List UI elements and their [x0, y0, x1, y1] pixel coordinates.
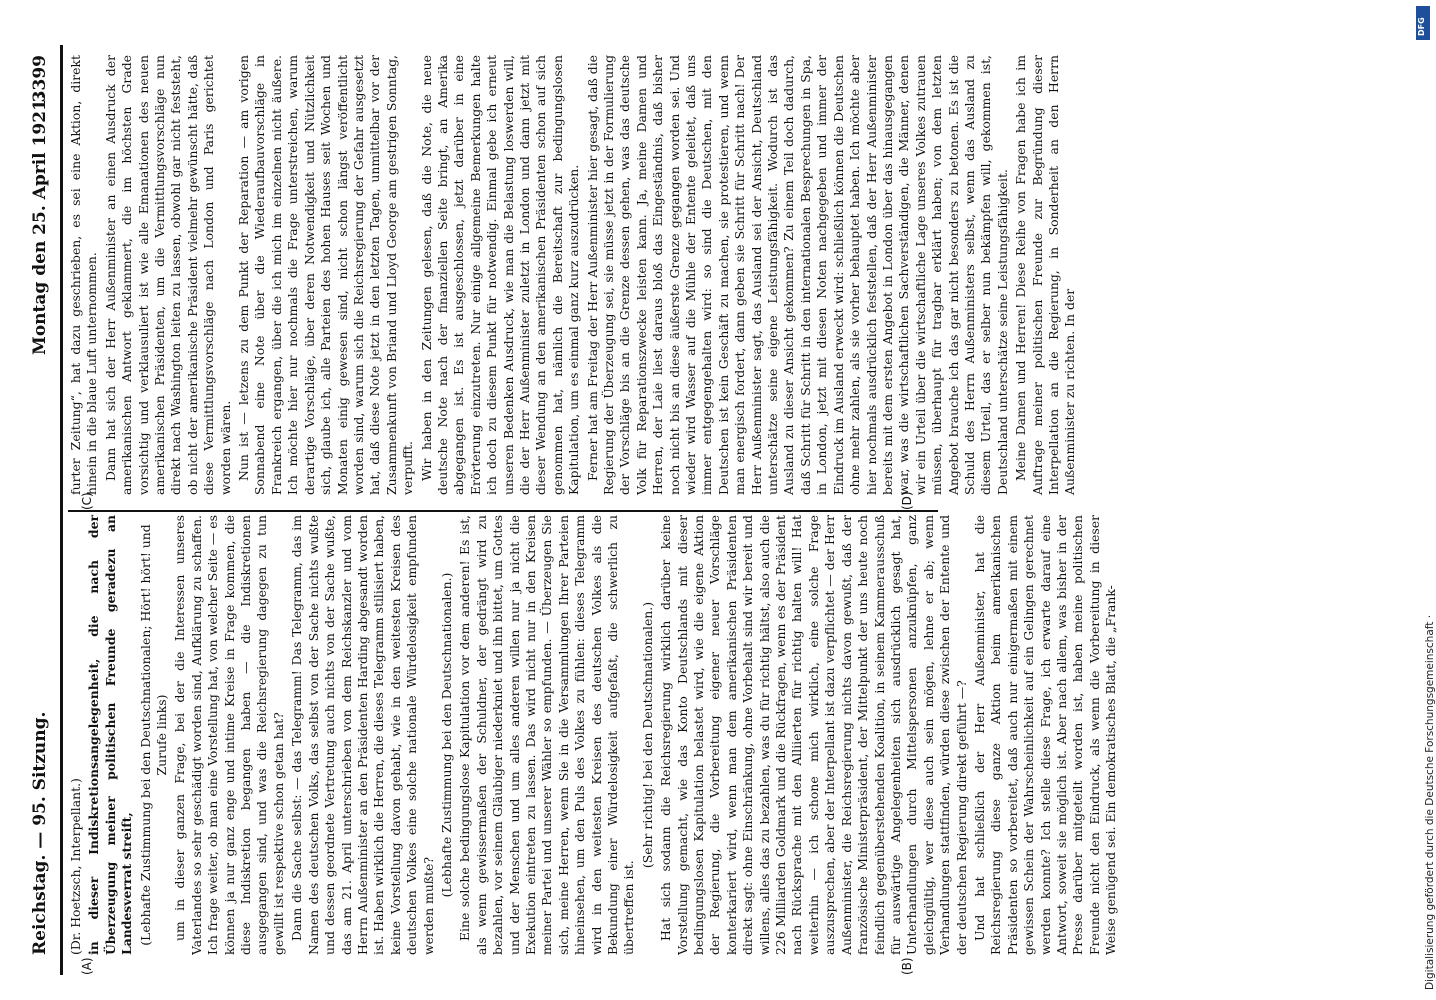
margin-mark-b: (B) — [900, 957, 914, 975]
digitization-credit — [1400, 5, 1436, 995]
dfg-logo-text: DFG — [1417, 17, 1426, 36]
paragraph: in dieser Indiskretionsangelegenheit, die nach der Überzeugung meiner politischen Freunde geradezu an Landesverrat streift, — [86, 515, 135, 955]
speaker-note: (Dr. Hoetzsch, Interpellant.) — [68, 778, 83, 955]
paragraph: Nun ist — letzens zu dem Punkt der Reparation — am vorigen Sonnabend eine Note über die Wiederaufbauvorschläge in Frankreich ergangen, über die ich mich im einzelnen nicht äußere. Ich möchte hier nur nochmals die Frage unterstreichen, warum derartige Vorschläge, über deren Notwendigkeit und Nützlichkeit sich, glaube ich, alle Parteien des hohen Hauses seit Wochen und Monaten einig gewesen sind, nicht schon längst veröffentlicht worden sind, warum sich die Reichsregierung der Gefahr ausgesetzt hat, daß diese Note jetzt in den letzten Tagen, unmittelbar vor der Zusammenkunft von Briand und Lloyd George am gestrigen Sonntag, verpufft. — [236, 55, 416, 495]
paragraph: Eine solche bedingungslose Kapitulation vor dem anderen! Es ist, als wenn gewissermaßen der Schuldner, der gedrängt wird zu bezahlen, vor seinem Gläubiger niederkniet und ihn bittet, um Gottes und der Menschen und um alles anderen willen nur ja nicht die Exekution eintreten zu lassen. Das wird nicht nur in den Kreisen meiner Partei und unserer Wähler so empfunden. — Überzeugen Sie sich, meine Herren, wenn Sie in die Versammlungen Ihrer Parteien hineinsehen, um den Puls des Volkes zu fühlen: dieses Telegramm wird in den weitesten Kreisen des deutschen Volkes als die Bekundung einer Würdelosigkeit aufgefaßt, die schwerlich zu übertreffen ist. — [457, 515, 637, 955]
credit-text: Digitalisierung gefördert durch die Deutsche Forschungsgemeinschaft · — [1424, 614, 1436, 990]
dfg-logo — [1416, 6, 1430, 40]
interjection: (Lebhafte Zustimmung bei den Deutschnationalen.) — [438, 572, 454, 898]
column-divider — [68, 510, 938, 512]
paragraph: Und hat schließlich der Herr Außenminister, hat die Reichsregierung diese ganze Aktion beim amerikanischen Präsidenten so vorbereitet, daß auch nur einigermaßen mit einem gewissen Schein der Wahrscheinlichkeit auf ein Gelingen gerechnet werden konnte? Ich stelle diese Frage, ich erwarte darauf eine Antwort, soweit sie möglich ist. Aber nach allem, was bisher in der Presse darüber mitgeteilt worden ist, haben meine politischen Freunde nicht den Eindruck, als wenn die Vorbereitung in dieser Weise genügend sei. Ein demokratisches Blatt, die „Frank- — [971, 515, 1119, 955]
interjection: (Sehr richtig! bei den Deutschnationalen.) — [639, 601, 655, 869]
paragraph: furter Zeitung“, hat dazu geschrieben, es sei eine Aktion, direkt hinein in die blaue Luft unternommen. — [68, 55, 100, 495]
left-column — [68, 515, 1119, 955]
right-column — [68, 55, 1078, 495]
paragraph: Hat sich sodann die Reichsregierung wirklich darüber keine Vorstellung gemacht, wie das Konto Deutschlands mit dieser bedingungslosen Kapitulation belastet wird, wie die eigene Aktion der Regierung, die Vorbereitung eigener neuer Vorschläge konterkariert wird, wenn man dem amerikanischen Präsidenten direkt sagt: ohne Einschränkung, ohne Vorbehalt sind wir bereit und willens, alles das zu bezahlen, was du für richtig hältst, also auch die 226 Milliarden Goldmark und die Rückfragen, wenn es der Präsident nach Rücksprache mit den Alliierten für richtig halten will! Hat weiterhin — ich schone mich wirklich, eine solche Frage auszusprechen, aber der Interpellant ist dazu verpflichtet — der Herr Außenminister, die Reichsregierung nichts davon gewußt, daß der französische Ministerpräsident, der Mittelpunkt der uns heute noch feindlich gegenüberstehenden Koalition, in seinem Kammerausschuß für auswärtige Angelegenheiten sich ausdrücklich gesagt hat, Unterhandlungen durch Mittelspersonen anzuknüpfen, ganz gleichgültig, wer diese auch sein mögen, lehne er ab; wenn Verhandlungen stattfinden, würden diese zwischen der Entente und der deutschen Regierung direkt geführt —? — [658, 515, 969, 955]
header-date: Montag den 25. April 1921. — [30, 93, 50, 355]
paragraph: Dann hat sich der Herr Außenminister an einen Ausdruck der amerikanischen Antwort geklammert, die im höchsten Grade vorsichtig und verklausuliert ist wie alle Emanationen des neuen amerikanischen Präsidenten, um die Vermittlungsvorschläge nun direkt nach Washington leiten zu lassen, obwohl gar nicht feststeht, ob nicht der amerikanische Präsident vielmehr gewünscht hätte, daß diese Vermittlungsvorschläge nach London und Paris gerichtet worden wären. — [102, 55, 233, 495]
paragraph: Ferner hat am Freitag der Herr Außenminister hier gesagt, daß die Regierung der Überzeugung sei, sie müsse jetzt in der Formulierung der Vorschläge bis an die Grenze dessen gehen, was das deutsche Volk für Reparationszwecke leisten kann. Ja, meine Damen und Herren, der Laie liest daraus bloß das Eingeständnis, daß bisher noch nicht bis an diese äußerste Grenze gegangen worden sei. Und wieder wird Wasser auf die Mühle der Entente geleitet, daß uns immer entgegengehalten wird: so sind die Deutschen, mit den Deutschen ist kein Geschäft zu machen, sie protestieren, und wenn man energisch fordert, dann geben sie Schritt für Schritt nach! Der Herr Außenminister sagt, das Ausland sei der Ansicht, Deutschland unterschätze seine eigene Leistungsfähigkeit. Wodurch ist das Ausland zu dieser Ansicht gekommen? Zu einem Teil doch dadurch, daß Schritt für Schritt in den internationalen Besprechungen in Spa, in London, jetzt mit diesen Noten nachgegeben und immer der Eindruck im Ausland erweckt wird: schließlich können die Deutschen ohne mehr zahlen, als sie vorher behauptet haben. Ich möchte aber hier nochmals ausdrücklich feststellen, daß der Herr Außenminister bereits mit dem ersten Angebot in London über das hinausgegangen war, was die wirtschaftlichen Sachverständigen, die Männer, denen wir ein Urteil über die wirtschaftliche Lage unseres Volkes zutrauen müssen, überhaupt für tragbar erklärt haben; von dem letzten Angebot brauche ich das gar nicht besonders zu betonen. Es ist die Schuld des Herrn Außenministers selbst, wenn das Ausland zu diesem Urteil, das er selber nun bekämpfen will, gekommen ist, Deutschland unterschätze seine Leistungsfähigkeit. — [584, 55, 1010, 495]
margin-mark-a: (A) — [80, 957, 94, 975]
rotated-page-content — [20, 45, 1365, 975]
interjection: (Lebhafte Zustimmung bei den Deutschnationalen; Hört! hört! und Zurufe links) — [137, 524, 170, 946]
header-page-number: 3399 — [30, 55, 50, 103]
margin-mark-c: (C) — [80, 492, 94, 510]
header-session: Reichstag. — 95. Sitzung. — [30, 711, 50, 955]
margin-mark-d: (D) — [900, 491, 914, 510]
page-header — [20, 45, 63, 975]
paragraph: Meine Damen und Herren! Diese Reihe von Fragen habe ich im Auftrage meiner politischen Freunde zur Begründung dieser Interpellation an die Regierung, in Sonderheit an den Herrn Außenminister zu richten. In der — [1013, 55, 1078, 495]
paragraph: Dann die Sache selbst: — das Telegramm! Das Telegramm, das im Namen des deutschen Volks, das selbst von der Sache nichts wußte und dessen geordnete Vertretung auch nichts von der Sache wußte, das am 21. April unterschrieben von dem Reichskanzler und vom Herrn Außenminister an den Präsidenten Harding abgesandt worden ist. Haben wirklich die Herren, die dieses Telegramm stilisiert haben, keine Vorstellung davon gehabt, wie in den weitesten Kreisen des deutschen Volkes eine solche nationale Würdelosigkeit empfunden werden mußte? — [289, 515, 436, 955]
paragraph: Wir haben in den Zeitungen gelesen, daß die Note, die neue deutsche Note nach der finanziellen Seite bringt, an Amerika abgegangen ist. Es ist ausgeschlossen, jetzt darüber in eine Erörterung einzutreten. Nur einige allgemeine Bemerkungen halte ich doch zu diesem Punkt für notwendig. Einmal gebe ich erneut unseren Bedenken Ausdruck, wie man die Belastung loswerden will, die der Herr Außenminister zuletzt in London und dann jetzt mit dieser Wendung an den amerikanischen Präsidenten schon auf sich genommen hat, nämlich die Bereitschaft zur bedingungslosen Kapitulation, um es einmal ganz kurz auszudrücken. — [418, 55, 582, 495]
paragraph: um in dieser ganzen Frage, bei der die Interessen unseres Vaterlandes so sehr geschädigt worden sind, Aufklärung zu schaffen. Ich frage weiter, ob man eine Vorstellung hat, von welcher Seite — es können ja nur ganz enge und intime Kreise in Frage kommen, die diese Indiskretion begangen haben — die Indiskretionen ausgegangen sind, und was die Reichsregierung dagegen zu tun gewillt ist respektive schon getan hat? — [172, 515, 286, 955]
